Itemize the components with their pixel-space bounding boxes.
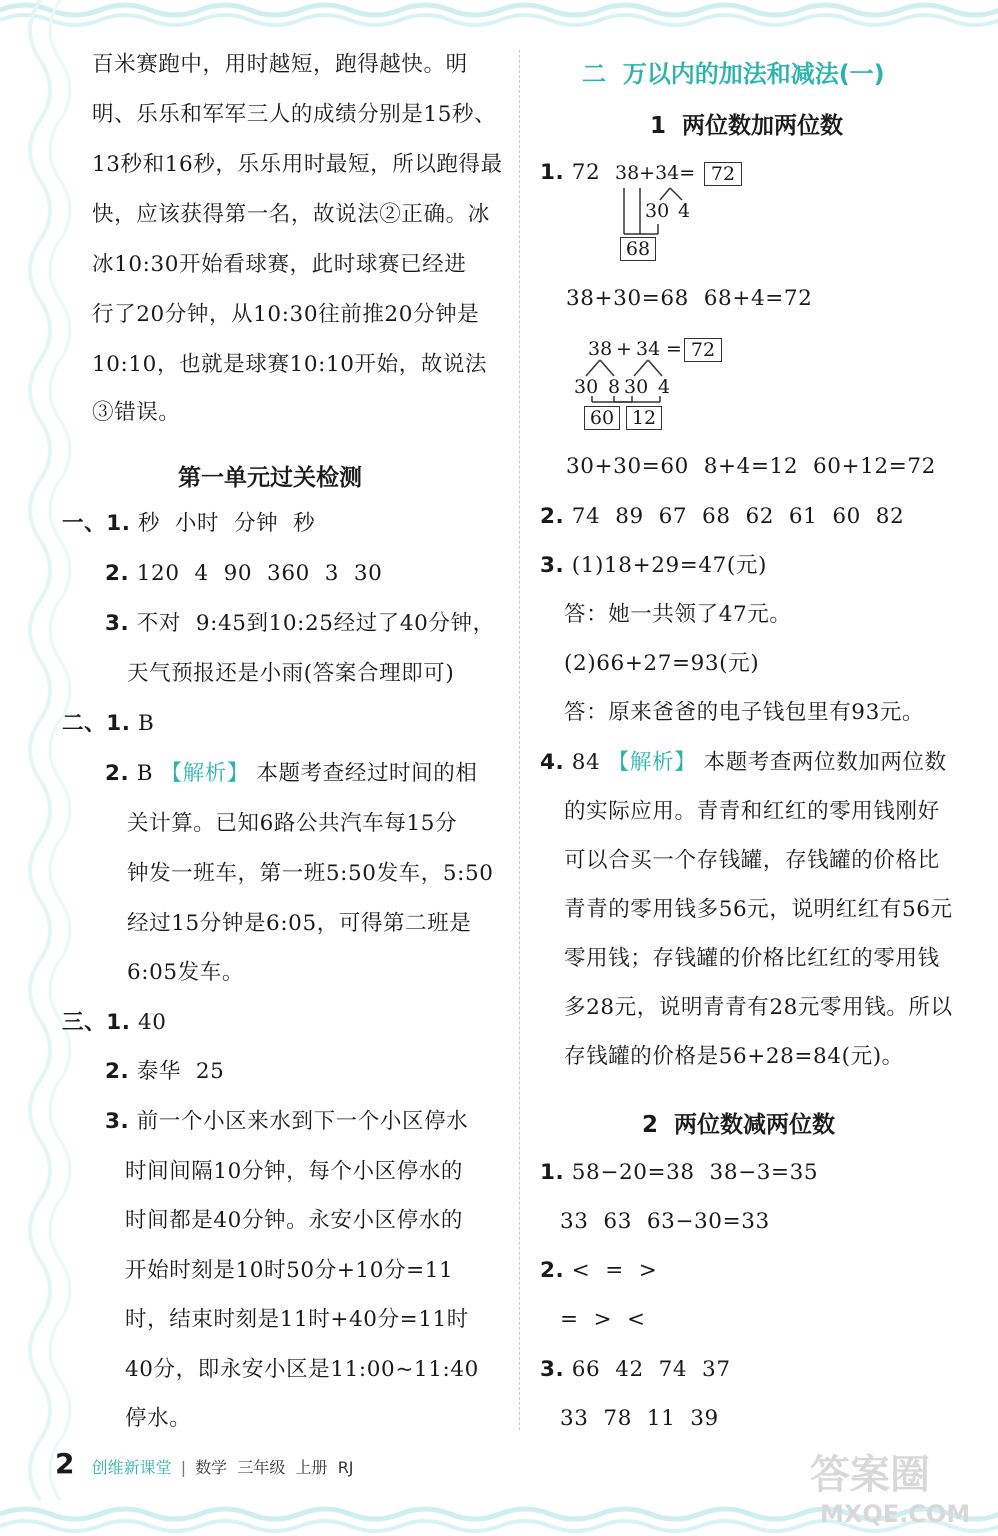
answer-text: 答：原来爸爸的电子钱包里有93元。 (564, 700, 925, 725)
question-label: 一、1. (62, 511, 131, 536)
text-line: 13秒和16秒，乐乐用时最短，所以跑得最 (92, 152, 503, 177)
answer-text: 66 42 74 37 (571, 1357, 731, 1382)
question-label: 二、1. (62, 711, 131, 736)
answer-text: 天气预报还是小雨(答案合理即可) (127, 661, 455, 686)
answer-text: = > < (560, 1307, 646, 1332)
section-title: 第一单元过关检测 (178, 465, 362, 491)
split-part: 4 (678, 200, 691, 222)
answer-text: 6:05发车。 (127, 960, 244, 985)
question-label: 4. (540, 750, 565, 775)
partial-sum-box: 60 (584, 406, 620, 430)
answer-text: 38+30=68 68+4=72 (566, 286, 813, 311)
answer-text: B (137, 711, 155, 736)
answer-text: 120 4 90 360 3 30 (136, 561, 383, 586)
answer-text: 钟发一班车，第一班5:50发车，5:50 (127, 861, 494, 886)
question-label: 2. (105, 1059, 130, 1084)
answer-text: 不对 9:45到10:25经过了40分钟， (136, 611, 495, 636)
answer-text: 33 78 11 39 (560, 1406, 719, 1431)
question-label: 2. (540, 1258, 565, 1283)
question-label: 2. (105, 561, 130, 586)
split-part: 30 (624, 376, 649, 398)
answer-text: 前一个小区来水到下一个小区停水 (136, 1109, 469, 1134)
answer-text: 40分，即永安小区是11:00~11:40 (125, 1357, 479, 1382)
diagram-number: 38 (588, 338, 613, 360)
answer-text: 多28元，说明青青有28元零用钱。所以 (564, 995, 953, 1020)
split-part: 4 (658, 376, 671, 398)
text-line: 明、乐乐和军军三人的成绩分别是15秒、 (92, 102, 497, 127)
split-part: 8 (608, 376, 621, 398)
answer-text: 泰华 25 (136, 1059, 225, 1084)
answer-text: 时间都是40分钟。永安小区停水的 (125, 1208, 463, 1233)
text-line: 快，应该获得第一名，故说法②正确。冰 (92, 202, 490, 227)
top-wave-border (0, 0, 998, 34)
answer-text: 本题考查经过时间的相 (256, 761, 478, 786)
partial-sum-box: 12 (626, 406, 662, 430)
answer-text: 可以合买一个存钱罐，存钱罐的价格比 (564, 848, 940, 873)
analysis-tag: 【解析】 (607, 750, 697, 775)
watermark-site: MXQE.COM (820, 1500, 971, 1528)
answer-text: 开始时刻是10时50分+10分=11 (125, 1258, 454, 1283)
answer-text: 秒 小时 分钟 秒 (137, 511, 316, 536)
watermark-text: 答案圈 (810, 1452, 930, 1498)
question-label: 3. (105, 611, 130, 636)
answer-text: (2)66+27=93(元) (564, 651, 760, 676)
answer-text: (1)18+29=47(元) (571, 553, 767, 578)
answer-text: 关计算。已知6路公共汽车每15分 (127, 811, 458, 836)
watermark-logo (800, 1440, 990, 1530)
page-footer (55, 1447, 354, 1480)
diagram-operator: + (616, 338, 632, 360)
lesson-title: 1 两位数加两位数 (650, 113, 844, 139)
brand-name: 创维新课堂 (91, 1458, 172, 1477)
text-line: 10:10，也就是球赛10:10开始，故说法 (92, 352, 488, 377)
analysis-tag: 【解析】 (160, 761, 250, 786)
answer-text: 零用钱；存钱罐的价格比红红的零用钱 (564, 946, 940, 971)
diagram-number: 34 (636, 338, 661, 360)
result-box: 72 (704, 162, 742, 186)
question-label: 3. (105, 1109, 130, 1134)
question-label: 1. (540, 160, 565, 185)
answer-text: 时间间隔10分钟，每个小区停水的 (125, 1159, 463, 1184)
question-label: 1. (540, 1160, 565, 1185)
question-label: 2. (105, 761, 130, 786)
answer-text: 的实际应用。青青和红红的零用钱刚好 (564, 799, 940, 824)
question-label: 3. (540, 1357, 565, 1382)
answer-text: B (136, 761, 154, 786)
answer-text: 84 (571, 750, 601, 775)
answer-text: 时，结束时刻是11时+40分=11时 (125, 1307, 469, 1332)
answer-text: 停水。 (125, 1406, 192, 1431)
answer-text: 33 63 63−30=33 (560, 1209, 770, 1234)
answer-text: 40 (137, 1010, 167, 1035)
diagram-operator: = (666, 338, 682, 360)
left-wave-border (0, 0, 80, 1536)
answer-text: 存钱罐的价格是56+28=84(元)。 (564, 1044, 904, 1069)
subject-info: 数学 三年级 上册 RJ (195, 1458, 354, 1477)
diagram-expression: 38+34= (615, 162, 696, 184)
answer-text: 74 89 67 68 62 61 60 82 (571, 504, 905, 529)
lesson-title: 2 两位数减两位数 (642, 1112, 836, 1138)
footer-separator: | (180, 1458, 187, 1477)
answer-text: 58−20=38 38−3=35 (571, 1160, 819, 1185)
result-box: 72 (684, 338, 722, 362)
question-label: 2. (540, 504, 565, 529)
text-line: ③错误。 (92, 400, 181, 425)
split-part: 30 (574, 376, 599, 398)
answer-text: 青青的零用钱多56元，说明红红有56元 (564, 897, 953, 922)
answer-text: 本题考查两位数加两位数 (703, 750, 947, 775)
text-line: 行了20分钟，从10:30往前推20分钟是 (92, 302, 480, 327)
page-number: 2 (55, 1447, 75, 1480)
answer-text: 72 (571, 160, 601, 185)
answer-text: < = > (571, 1258, 658, 1283)
question-label: 三、1. (62, 1010, 131, 1035)
answer-text: 经过15分钟是6:05，可得第二班是 (127, 911, 472, 936)
text-line: 冰10:30开始看球赛，此时球赛已经进 (92, 252, 467, 277)
answer-text: 30+30=60 8+4=12 60+12=72 (566, 454, 936, 479)
chapter-title: 二 万以内的加法和减法(一) (582, 60, 885, 88)
question-label: 3. (540, 553, 565, 578)
column-divider (519, 50, 520, 1430)
answer-text: 答：她一共领了47元。 (564, 602, 792, 627)
sum-box: 68 (620, 237, 656, 261)
text-line: 百米赛跑中，用时越短，跑得越快。明 (92, 52, 468, 77)
split-part: 30 (645, 200, 670, 222)
